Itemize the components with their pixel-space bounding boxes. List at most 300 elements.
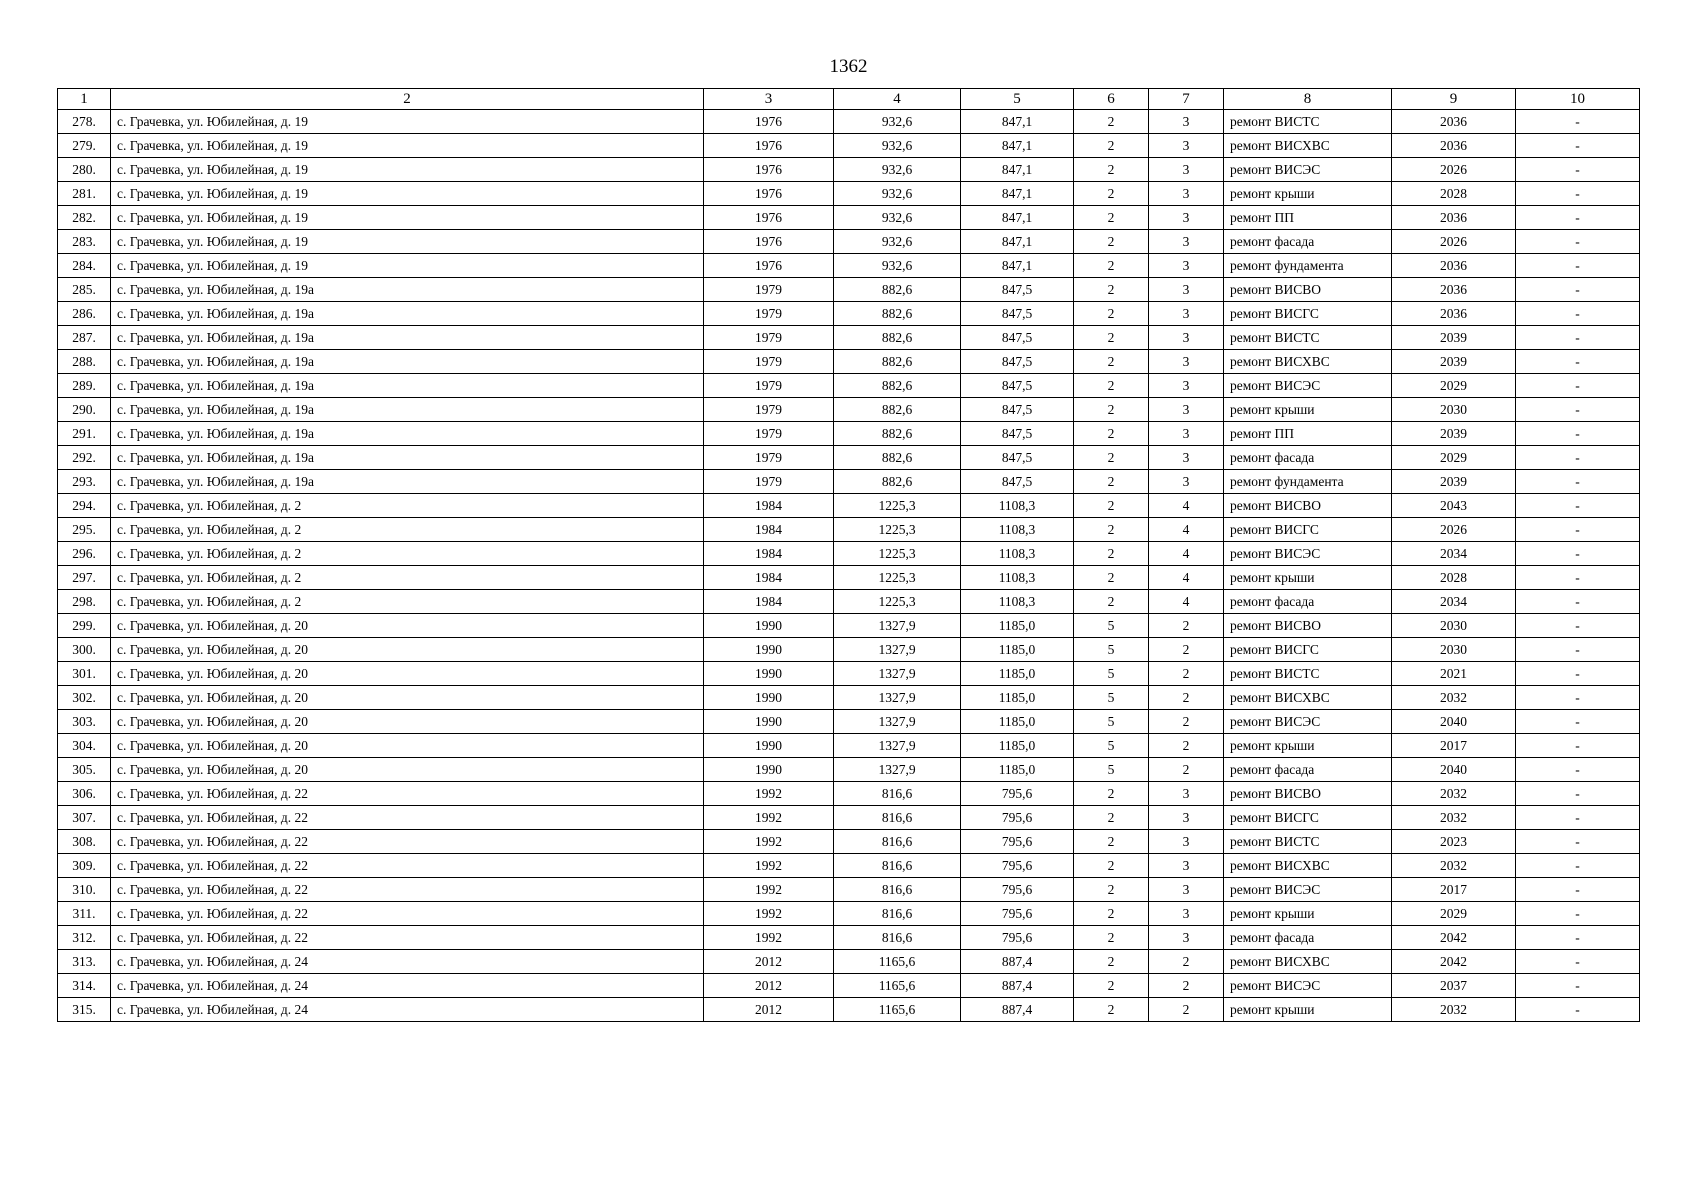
cell-note: - [1516, 878, 1640, 902]
table-row [58, 686, 1640, 710]
table-row [58, 302, 1640, 326]
cell-year-built: 1990 [704, 662, 834, 686]
cell-planned-year: 2028 [1392, 566, 1516, 590]
cell-year-built: 1979 [704, 470, 834, 494]
repair-schedule-table [57, 88, 1640, 1022]
cell-note: - [1516, 974, 1640, 998]
cell-address: с. Грачевка, ул. Юбилейная, д. 19 [111, 182, 704, 206]
cell-planned-year: 2036 [1392, 302, 1516, 326]
cell-planned-year: 2023 [1392, 830, 1516, 854]
cell-row-number: 283. [58, 230, 111, 254]
cell-work-type: ремонт ВИСЭС [1224, 374, 1392, 398]
cell-address: с. Грачевка, ул. Юбилейная, д. 2 [111, 494, 704, 518]
cell-year-built: 1976 [704, 134, 834, 158]
cell-floors: 2 [1074, 422, 1149, 446]
table-row [58, 998, 1640, 1022]
cell-address: с. Грачевка, ул. Юбилейная, д. 2 [111, 518, 704, 542]
cell-total-area: 816,6 [834, 854, 961, 878]
cell-planned-year: 2032 [1392, 998, 1516, 1022]
cell-work-type: ремонт крыши [1224, 566, 1392, 590]
cell-entrances: 3 [1149, 806, 1224, 830]
table-row [58, 446, 1640, 470]
cell-floors: 2 [1074, 254, 1149, 278]
cell-planned-year: 2026 [1392, 518, 1516, 542]
cell-note: - [1516, 278, 1640, 302]
cell-address: с. Грачевка, ул. Юбилейная, д. 19 [111, 158, 704, 182]
cell-note: - [1516, 638, 1640, 662]
page-number: 1362 [829, 56, 868, 77]
table-row [58, 614, 1640, 638]
cell-total-area: 882,6 [834, 422, 961, 446]
cell-address: с. Грачевка, ул. Юбилейная, д. 19 [111, 134, 704, 158]
cell-total-area: 1225,3 [834, 566, 961, 590]
cell-address: с. Грачевка, ул. Юбилейная, д. 20 [111, 710, 704, 734]
cell-note: - [1516, 110, 1640, 134]
table-row [58, 422, 1640, 446]
table-row [58, 638, 1640, 662]
cell-floors: 2 [1074, 590, 1149, 614]
cell-floors: 2 [1074, 350, 1149, 374]
cell-floors: 2 [1074, 206, 1149, 230]
cell-planned-year: 2037 [1392, 974, 1516, 998]
cell-living-area: 847,1 [961, 182, 1074, 206]
cell-total-area: 1327,9 [834, 710, 961, 734]
cell-row-number: 292. [58, 446, 111, 470]
cell-entrances: 3 [1149, 446, 1224, 470]
table-row [58, 854, 1640, 878]
cell-note: - [1516, 302, 1640, 326]
cell-address: с. Грачевка, ул. Юбилейная, д. 22 [111, 854, 704, 878]
cell-work-type: ремонт ВИСГС [1224, 302, 1392, 326]
column-header: 3 [704, 89, 834, 110]
cell-living-area: 887,4 [961, 998, 1074, 1022]
column-header: 2 [111, 89, 704, 110]
cell-floors: 2 [1074, 398, 1149, 422]
cell-address: с. Грачевка, ул. Юбилейная, д. 19а [111, 446, 704, 470]
cell-work-type: ремонт ВИСВО [1224, 614, 1392, 638]
cell-work-type: ремонт крыши [1224, 734, 1392, 758]
cell-work-type: ремонт ВИСТС [1224, 326, 1392, 350]
cell-year-built: 1979 [704, 446, 834, 470]
cell-total-area: 1165,6 [834, 974, 961, 998]
cell-living-area: 847,1 [961, 206, 1074, 230]
cell-address: с. Грачевка, ул. Юбилейная, д. 2 [111, 542, 704, 566]
cell-address: с. Грачевка, ул. Юбилейная, д. 2 [111, 590, 704, 614]
cell-row-number: 300. [58, 638, 111, 662]
cell-floors: 2 [1074, 518, 1149, 542]
cell-address: с. Грачевка, ул. Юбилейная, д. 20 [111, 734, 704, 758]
cell-total-area: 932,6 [834, 110, 961, 134]
cell-note: - [1516, 398, 1640, 422]
cell-total-area: 1165,6 [834, 950, 961, 974]
cell-work-type: ремонт ВИСГС [1224, 518, 1392, 542]
cell-floors: 5 [1074, 614, 1149, 638]
cell-row-number: 309. [58, 854, 111, 878]
cell-work-type: ремонт крыши [1224, 398, 1392, 422]
table-row [58, 590, 1640, 614]
cell-address: с. Грачевка, ул. Юбилейная, д. 20 [111, 614, 704, 638]
table-row [58, 374, 1640, 398]
cell-work-type: ремонт ВИСТС [1224, 830, 1392, 854]
cell-planned-year: 2032 [1392, 686, 1516, 710]
cell-total-area: 1225,3 [834, 518, 961, 542]
cell-planned-year: 2034 [1392, 590, 1516, 614]
cell-row-number: 278. [58, 110, 111, 134]
cell-address: с. Грачевка, ул. Юбилейная, д. 19 [111, 230, 704, 254]
table-row [58, 206, 1640, 230]
cell-planned-year: 2026 [1392, 158, 1516, 182]
cell-address: с. Грачевка, ул. Юбилейная, д. 19 [111, 254, 704, 278]
cell-floors: 2 [1074, 926, 1149, 950]
cell-year-built: 1979 [704, 422, 834, 446]
cell-living-area: 1185,0 [961, 710, 1074, 734]
cell-row-number: 307. [58, 806, 111, 830]
cell-year-built: 1976 [704, 254, 834, 278]
cell-work-type: ремонт ВИСЭС [1224, 974, 1392, 998]
cell-planned-year: 2029 [1392, 446, 1516, 470]
cell-entrances: 3 [1149, 398, 1224, 422]
cell-year-built: 1992 [704, 902, 834, 926]
cell-planned-year: 2032 [1392, 854, 1516, 878]
cell-entrances: 3 [1149, 374, 1224, 398]
cell-total-area: 1165,6 [834, 998, 961, 1022]
cell-floors: 2 [1074, 566, 1149, 590]
cell-year-built: 1979 [704, 326, 834, 350]
table-row [58, 734, 1640, 758]
cell-floors: 2 [1074, 326, 1149, 350]
cell-year-built: 1976 [704, 206, 834, 230]
cell-address: с. Грачевка, ул. Юбилейная, д. 20 [111, 758, 704, 782]
cell-entrances: 2 [1149, 614, 1224, 638]
cell-entrances: 2 [1149, 998, 1224, 1022]
cell-entrances: 3 [1149, 854, 1224, 878]
cell-year-built: 2012 [704, 974, 834, 998]
cell-planned-year: 2030 [1392, 638, 1516, 662]
cell-entrances: 2 [1149, 662, 1224, 686]
cell-living-area: 847,1 [961, 158, 1074, 182]
cell-note: - [1516, 374, 1640, 398]
cell-total-area: 816,6 [834, 926, 961, 950]
cell-entrances: 3 [1149, 134, 1224, 158]
cell-note: - [1516, 446, 1640, 470]
cell-year-built: 1984 [704, 518, 834, 542]
cell-address: с. Грачевка, ул. Юбилейная, д. 20 [111, 686, 704, 710]
cell-entrances: 2 [1149, 734, 1224, 758]
cell-note: - [1516, 782, 1640, 806]
cell-floors: 5 [1074, 662, 1149, 686]
cell-floors: 2 [1074, 374, 1149, 398]
cell-note: - [1516, 326, 1640, 350]
cell-work-type: ремонт фундамента [1224, 254, 1392, 278]
column-header: 4 [834, 89, 961, 110]
cell-year-built: 1992 [704, 878, 834, 902]
cell-planned-year: 2039 [1392, 326, 1516, 350]
cell-note: - [1516, 614, 1640, 638]
cell-living-area: 795,6 [961, 830, 1074, 854]
cell-entrances: 3 [1149, 326, 1224, 350]
cell-floors: 2 [1074, 278, 1149, 302]
cell-total-area: 932,6 [834, 254, 961, 278]
cell-work-type: ремонт ВИСХВС [1224, 686, 1392, 710]
cell-living-area: 1108,3 [961, 566, 1074, 590]
cell-planned-year: 2021 [1392, 662, 1516, 686]
cell-entrances: 2 [1149, 974, 1224, 998]
cell-row-number: 314. [58, 974, 111, 998]
cell-note: - [1516, 830, 1640, 854]
cell-living-area: 847,5 [961, 422, 1074, 446]
cell-floors: 5 [1074, 710, 1149, 734]
cell-note: - [1516, 662, 1640, 686]
cell-year-built: 1990 [704, 614, 834, 638]
column-header: 8 [1224, 89, 1392, 110]
cell-total-area: 816,6 [834, 782, 961, 806]
cell-entrances: 3 [1149, 182, 1224, 206]
cell-row-number: 289. [58, 374, 111, 398]
cell-total-area: 1225,3 [834, 542, 961, 566]
cell-year-built: 1992 [704, 854, 834, 878]
cell-living-area: 847,1 [961, 110, 1074, 134]
cell-floors: 2 [1074, 950, 1149, 974]
cell-living-area: 847,5 [961, 374, 1074, 398]
cell-work-type: ремонт фасада [1224, 926, 1392, 950]
cell-work-type: ремонт фундамента [1224, 470, 1392, 494]
cell-work-type: ремонт ВИСГС [1224, 638, 1392, 662]
cell-row-number: 279. [58, 134, 111, 158]
cell-total-area: 882,6 [834, 470, 961, 494]
cell-living-area: 795,6 [961, 806, 1074, 830]
cell-living-area: 887,4 [961, 950, 1074, 974]
cell-work-type: ремонт ВИСХВС [1224, 350, 1392, 374]
cell-work-type: ремонт ВИСТС [1224, 662, 1392, 686]
cell-total-area: 882,6 [834, 326, 961, 350]
table-header-row [58, 89, 1640, 110]
cell-floors: 5 [1074, 638, 1149, 662]
cell-work-type: ремонт ВИСЭС [1224, 710, 1392, 734]
cell-work-type: ремонт ВИСГС [1224, 806, 1392, 830]
cell-year-built: 1979 [704, 278, 834, 302]
cell-note: - [1516, 950, 1640, 974]
cell-total-area: 882,6 [834, 374, 961, 398]
cell-work-type: ремонт ВИСЭС [1224, 158, 1392, 182]
cell-note: - [1516, 254, 1640, 278]
cell-floors: 2 [1074, 446, 1149, 470]
cell-floors: 2 [1074, 182, 1149, 206]
column-header: 9 [1392, 89, 1516, 110]
table-row [58, 398, 1640, 422]
cell-living-area: 847,5 [961, 398, 1074, 422]
cell-year-built: 1984 [704, 494, 834, 518]
cell-year-built: 1984 [704, 542, 834, 566]
cell-entrances: 3 [1149, 782, 1224, 806]
cell-planned-year: 2032 [1392, 806, 1516, 830]
cell-year-built: 1992 [704, 782, 834, 806]
table-row [58, 230, 1640, 254]
cell-planned-year: 2036 [1392, 254, 1516, 278]
table-row [58, 662, 1640, 686]
cell-entrances: 3 [1149, 206, 1224, 230]
cell-row-number: 308. [58, 830, 111, 854]
cell-row-number: 306. [58, 782, 111, 806]
table-row [58, 542, 1640, 566]
cell-entrances: 3 [1149, 158, 1224, 182]
cell-entrances: 4 [1149, 542, 1224, 566]
cell-floors: 2 [1074, 974, 1149, 998]
cell-note: - [1516, 590, 1640, 614]
cell-floors: 2 [1074, 110, 1149, 134]
cell-address: с. Грачевка, ул. Юбилейная, д. 22 [111, 782, 704, 806]
cell-planned-year: 2036 [1392, 206, 1516, 230]
cell-note: - [1516, 998, 1640, 1022]
cell-row-number: 315. [58, 998, 111, 1022]
table-row [58, 110, 1640, 134]
cell-row-number: 298. [58, 590, 111, 614]
cell-year-built: 1990 [704, 686, 834, 710]
cell-floors: 2 [1074, 230, 1149, 254]
cell-entrances: 3 [1149, 254, 1224, 278]
cell-address: с. Грачевка, ул. Юбилейная, д. 24 [111, 950, 704, 974]
cell-row-number: 295. [58, 518, 111, 542]
table-row [58, 254, 1640, 278]
table-body [58, 110, 1640, 1022]
cell-row-number: 302. [58, 686, 111, 710]
cell-floors: 5 [1074, 686, 1149, 710]
table-row [58, 518, 1640, 542]
cell-entrances: 3 [1149, 902, 1224, 926]
cell-row-number: 293. [58, 470, 111, 494]
cell-note: - [1516, 494, 1640, 518]
cell-total-area: 882,6 [834, 278, 961, 302]
cell-address: с. Грачевка, ул. Юбилейная, д. 19а [111, 302, 704, 326]
cell-total-area: 932,6 [834, 134, 961, 158]
cell-year-built: 1984 [704, 566, 834, 590]
cell-work-type: ремонт ВИСВО [1224, 278, 1392, 302]
cell-row-number: 304. [58, 734, 111, 758]
cell-row-number: 282. [58, 206, 111, 230]
cell-note: - [1516, 470, 1640, 494]
cell-floors: 2 [1074, 470, 1149, 494]
table-row [58, 758, 1640, 782]
cell-address: с. Грачевка, ул. Юбилейная, д. 2 [111, 566, 704, 590]
cell-row-number: 280. [58, 158, 111, 182]
cell-entrances: 4 [1149, 566, 1224, 590]
cell-note: - [1516, 422, 1640, 446]
cell-work-type: ремонт ВИСХВС [1224, 950, 1392, 974]
cell-total-area: 1327,9 [834, 662, 961, 686]
table-row [58, 974, 1640, 998]
cell-row-number: 286. [58, 302, 111, 326]
cell-note: - [1516, 734, 1640, 758]
cell-planned-year: 2036 [1392, 278, 1516, 302]
cell-entrances: 3 [1149, 830, 1224, 854]
cell-note: - [1516, 902, 1640, 926]
cell-work-type: ремонт ВИСВО [1224, 782, 1392, 806]
cell-address: с. Грачевка, ул. Юбилейная, д. 22 [111, 806, 704, 830]
cell-planned-year: 2043 [1392, 494, 1516, 518]
cell-living-area: 847,1 [961, 254, 1074, 278]
cell-year-built: 2012 [704, 950, 834, 974]
cell-total-area: 882,6 [834, 302, 961, 326]
table-row [58, 134, 1640, 158]
cell-row-number: 294. [58, 494, 111, 518]
cell-total-area: 932,6 [834, 230, 961, 254]
cell-address: с. Грачевка, ул. Юбилейная, д. 19а [111, 350, 704, 374]
cell-work-type: ремонт ПП [1224, 206, 1392, 230]
cell-row-number: 311. [58, 902, 111, 926]
cell-planned-year: 2042 [1392, 950, 1516, 974]
cell-entrances: 3 [1149, 350, 1224, 374]
cell-work-type: ремонт фасада [1224, 446, 1392, 470]
cell-entrances: 4 [1149, 494, 1224, 518]
cell-address: с. Грачевка, ул. Юбилейная, д. 24 [111, 998, 704, 1022]
cell-work-type: ремонт ВИСЭС [1224, 542, 1392, 566]
cell-floors: 2 [1074, 302, 1149, 326]
cell-year-built: 1979 [704, 398, 834, 422]
table-row [58, 494, 1640, 518]
cell-planned-year: 2028 [1392, 182, 1516, 206]
cell-note: - [1516, 230, 1640, 254]
column-header: 1 [58, 89, 111, 110]
cell-total-area: 816,6 [834, 806, 961, 830]
cell-address: с. Грачевка, ул. Юбилейная, д. 19а [111, 470, 704, 494]
cell-note: - [1516, 926, 1640, 950]
cell-floors: 5 [1074, 734, 1149, 758]
cell-planned-year: 2029 [1392, 374, 1516, 398]
cell-floors: 2 [1074, 998, 1149, 1022]
cell-year-built: 1992 [704, 926, 834, 950]
cell-row-number: 313. [58, 950, 111, 974]
cell-year-built: 1979 [704, 302, 834, 326]
table-row [58, 350, 1640, 374]
cell-planned-year: 2039 [1392, 350, 1516, 374]
cell-living-area: 847,1 [961, 134, 1074, 158]
cell-note: - [1516, 710, 1640, 734]
cell-living-area: 1185,0 [961, 686, 1074, 710]
cell-total-area: 932,6 [834, 158, 961, 182]
cell-year-built: 1976 [704, 230, 834, 254]
cell-living-area: 795,6 [961, 878, 1074, 902]
cell-living-area: 795,6 [961, 902, 1074, 926]
cell-total-area: 1327,9 [834, 614, 961, 638]
cell-note: - [1516, 182, 1640, 206]
cell-work-type: ремонт крыши [1224, 902, 1392, 926]
cell-planned-year: 2040 [1392, 758, 1516, 782]
cell-row-number: 281. [58, 182, 111, 206]
cell-planned-year: 2017 [1392, 878, 1516, 902]
cell-planned-year: 2034 [1392, 542, 1516, 566]
cell-year-built: 1979 [704, 374, 834, 398]
cell-address: с. Грачевка, ул. Юбилейная, д. 19а [111, 398, 704, 422]
cell-planned-year: 2039 [1392, 470, 1516, 494]
cell-note: - [1516, 806, 1640, 830]
cell-living-area: 1108,3 [961, 518, 1074, 542]
cell-row-number: 312. [58, 926, 111, 950]
cell-floors: 2 [1074, 902, 1149, 926]
cell-planned-year: 2029 [1392, 902, 1516, 926]
cell-address: с. Грачевка, ул. Юбилейная, д. 22 [111, 902, 704, 926]
cell-row-number: 290. [58, 398, 111, 422]
cell-note: - [1516, 686, 1640, 710]
cell-row-number: 296. [58, 542, 111, 566]
cell-work-type: ремонт ВИСХВС [1224, 854, 1392, 878]
cell-planned-year: 2032 [1392, 782, 1516, 806]
cell-living-area: 1108,3 [961, 542, 1074, 566]
cell-living-area: 1108,3 [961, 494, 1074, 518]
cell-work-type: ремонт ВИСХВС [1224, 134, 1392, 158]
cell-entrances: 2 [1149, 950, 1224, 974]
cell-entrances: 2 [1149, 758, 1224, 782]
cell-row-number: 305. [58, 758, 111, 782]
cell-planned-year: 2039 [1392, 422, 1516, 446]
